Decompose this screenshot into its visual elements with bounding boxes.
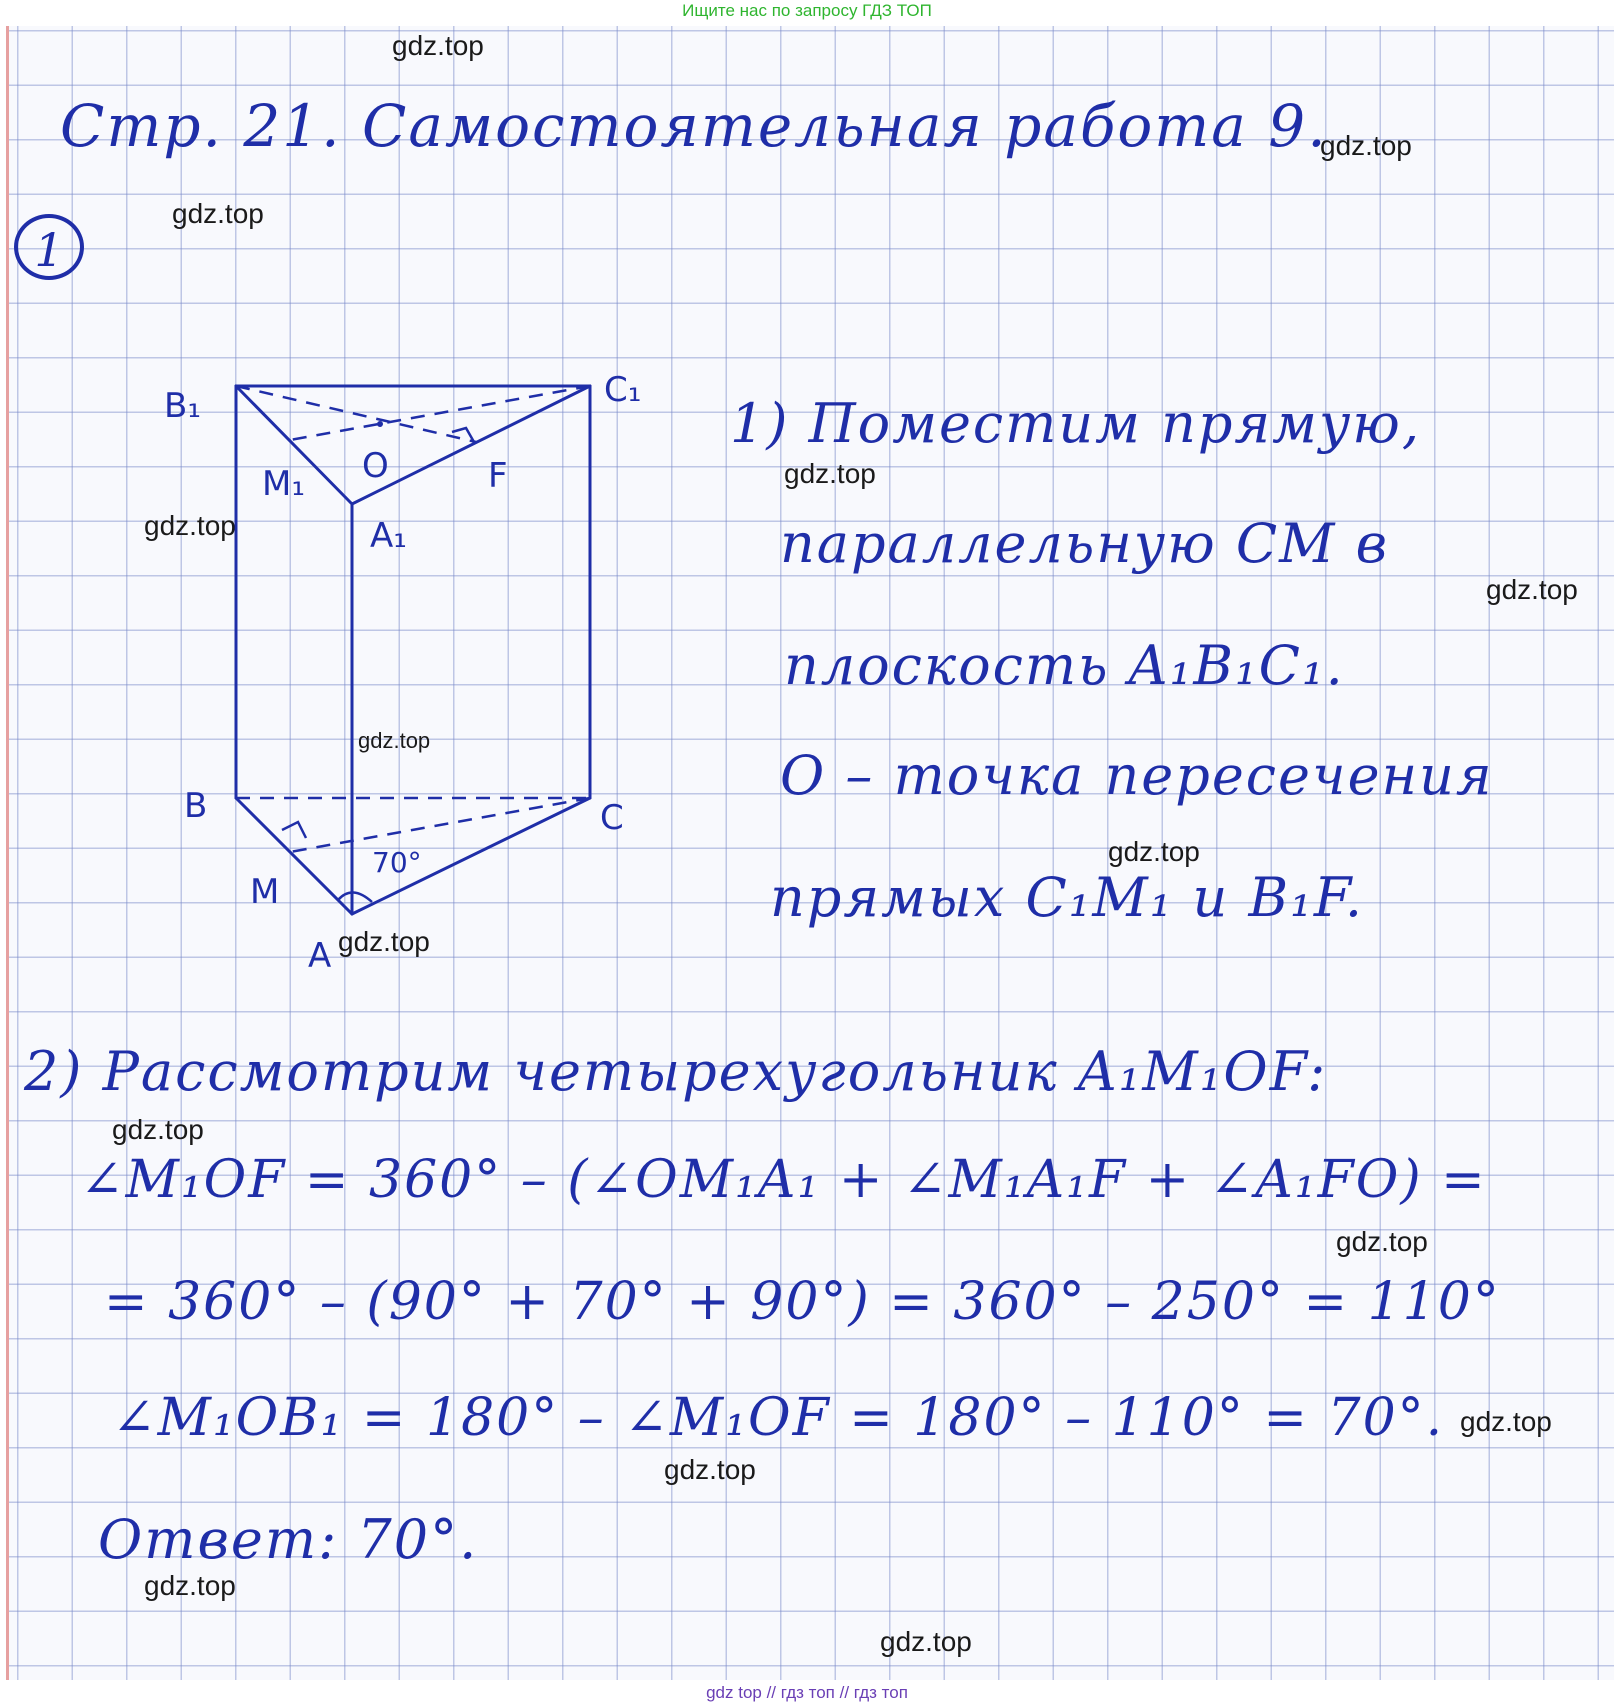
label-C: C bbox=[600, 798, 624, 838]
step1-line4: O – точка пересечения bbox=[780, 744, 1494, 807]
watermark: gdz.top bbox=[392, 30, 484, 61]
watermark: gdz.top bbox=[358, 728, 431, 753]
step1-line5: прямых C₁M₁ и B₁F. bbox=[770, 866, 1365, 929]
label-B1: B₁ bbox=[164, 386, 201, 426]
watermark: gdz.top bbox=[112, 1114, 204, 1145]
answer: Ответ: 70°. bbox=[98, 1508, 479, 1571]
watermark: gdz.top bbox=[1108, 836, 1200, 867]
label-A: A bbox=[308, 936, 332, 976]
watermark: gdz.top bbox=[880, 1626, 972, 1657]
step1-line3: плоскость A₁B₁C₁. bbox=[784, 634, 1345, 697]
step1-line2: параллельную CM в bbox=[780, 512, 1390, 575]
edge-A1C1 bbox=[352, 386, 590, 504]
label-O: O bbox=[362, 446, 389, 486]
label-C1: C₁ bbox=[604, 370, 642, 410]
step2-line1: 2) Рассмотрим четырехугольник A₁M₁OF: bbox=[24, 1040, 1328, 1103]
step1-line1: 1) Поместим прямую, bbox=[730, 392, 1421, 455]
label-B: B bbox=[184, 786, 208, 826]
label-A1: A₁ bbox=[370, 516, 407, 556]
watermark: gdz.top bbox=[1460, 1406, 1552, 1437]
label-F: F bbox=[488, 456, 508, 496]
top-banner: Ищите нас по запросу ГДЗ ТОП bbox=[682, 1, 932, 20]
label-M: M bbox=[250, 872, 280, 912]
page-title: Стр. 21. Самостоятельная работа 9. bbox=[60, 92, 1328, 160]
footer-links[interactable]: gdz top // гдз топ // гдз топ bbox=[706, 1683, 908, 1702]
watermark: gdz.top bbox=[144, 510, 236, 541]
task-number-badge: 1 bbox=[14, 214, 84, 280]
watermark: gdz.top bbox=[338, 926, 430, 957]
point-O bbox=[377, 421, 383, 427]
right-angle-mark-M bbox=[282, 822, 306, 838]
label-angle-70: 70° bbox=[372, 846, 422, 879]
watermark: gdz.top bbox=[1336, 1226, 1428, 1257]
step2-line3: = 360° – (90° + 70° + 90°) = 360° – 250° = 110° bbox=[104, 1272, 1501, 1332]
watermark: gdz.top bbox=[1486, 574, 1578, 605]
dashed-median-CM bbox=[290, 798, 590, 852]
watermark: gdz.top bbox=[1320, 130, 1412, 161]
watermark: gdz.top bbox=[664, 1454, 756, 1485]
watermark: gdz.top bbox=[784, 458, 876, 489]
watermark: gdz.top bbox=[172, 198, 264, 229]
watermark: gdz.top bbox=[144, 1570, 236, 1601]
dashed-C1M1 bbox=[290, 386, 590, 440]
angle-arc-A bbox=[338, 892, 372, 902]
label-M1: M₁ bbox=[262, 464, 305, 504]
step2-line2: ∠M₁OF = 360° – (∠OM₁A₁ + ∠M₁A₁F + ∠A₁FO) = bbox=[80, 1150, 1487, 1210]
step2-line4: ∠M₁OB₁ = 180° – ∠M₁OF = 180° – 110° = 70°. bbox=[112, 1388, 1445, 1448]
